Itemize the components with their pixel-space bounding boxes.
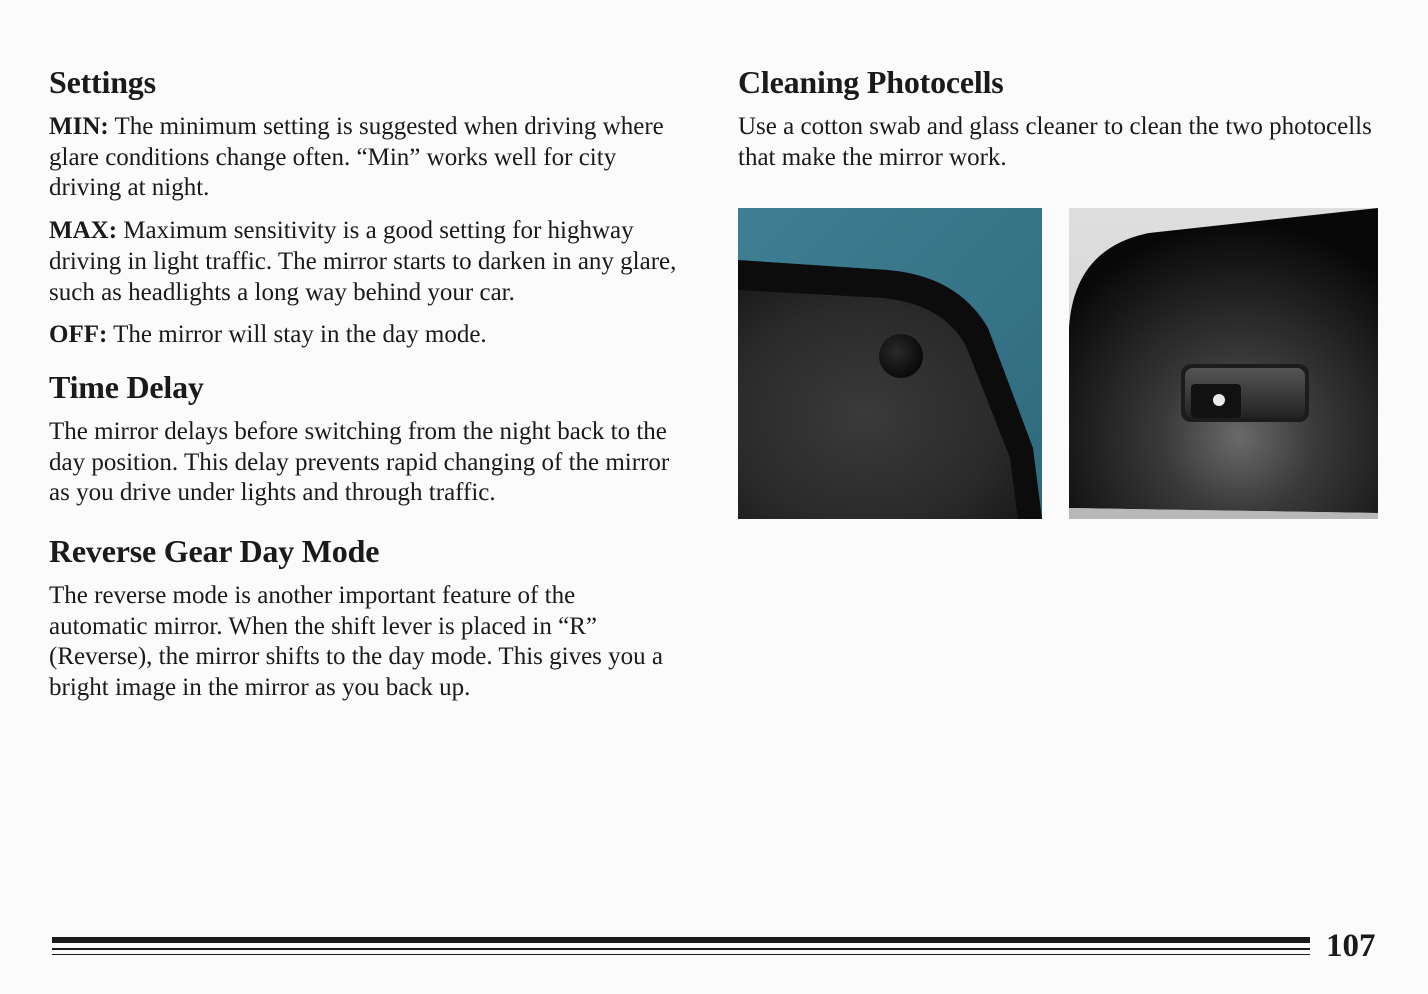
- footer-rule-thin: [52, 954, 1310, 955]
- settings-heading: Settings: [49, 64, 156, 100]
- photocell-front-photo: [738, 208, 1042, 519]
- photocell-rear-photo: [1069, 208, 1378, 519]
- off-text: The mirror will stay in the day mode.: [113, 321, 487, 349]
- min-text: The minimum setting is suggested when driving where glare conditions change often. “Min” works well for city driving at night.: [49, 113, 664, 202]
- off-label: OFF:: [49, 321, 108, 349]
- right-column: [738, 62, 1378, 185]
- reverse-gear-text: The reverse mode is another important feature of the automatic mirror. When the shift lever is placed in “R” (Reverse), the mirror shifts to the day mode. This gives you a bright image in the mirror as you back up.: [49, 582, 663, 702]
- photocell-photos: [738, 208, 1378, 519]
- max-paragraph: [49, 216, 679, 308]
- page-number: 107: [1326, 928, 1376, 964]
- time-delay-text: The mirror delays before switching from the night back to the day position. This delay prevents rapid changing of the mirror as you drive under lights and through traffic.: [49, 417, 670, 507]
- left-column: [49, 62, 679, 716]
- time-delay-heading: Time Delay: [49, 368, 204, 405]
- off-paragraph: [49, 320, 679, 351]
- cleaning-text: Use a cotton swab and glass cleaner to clean the two photocells that make the mirror work.: [738, 113, 1372, 171]
- min-label: MIN:: [49, 113, 109, 140]
- min-paragraph: [49, 112, 679, 204]
- max-text: Maximum sensitivity is a good setting for highway driving in light traffic. The mirror starts to darken in any glare, such as headlights a long way behind your car.: [49, 217, 677, 306]
- footer-rule-thick: [52, 937, 1310, 943]
- reverse-gear-heading: Reverse Gear Day Mode: [49, 533, 380, 570]
- footer-rule-medium: [52, 948, 1310, 950]
- cleaning-heading: Cleaning Photocells: [738, 64, 1004, 100]
- max-label: MAX:: [49, 217, 118, 245]
